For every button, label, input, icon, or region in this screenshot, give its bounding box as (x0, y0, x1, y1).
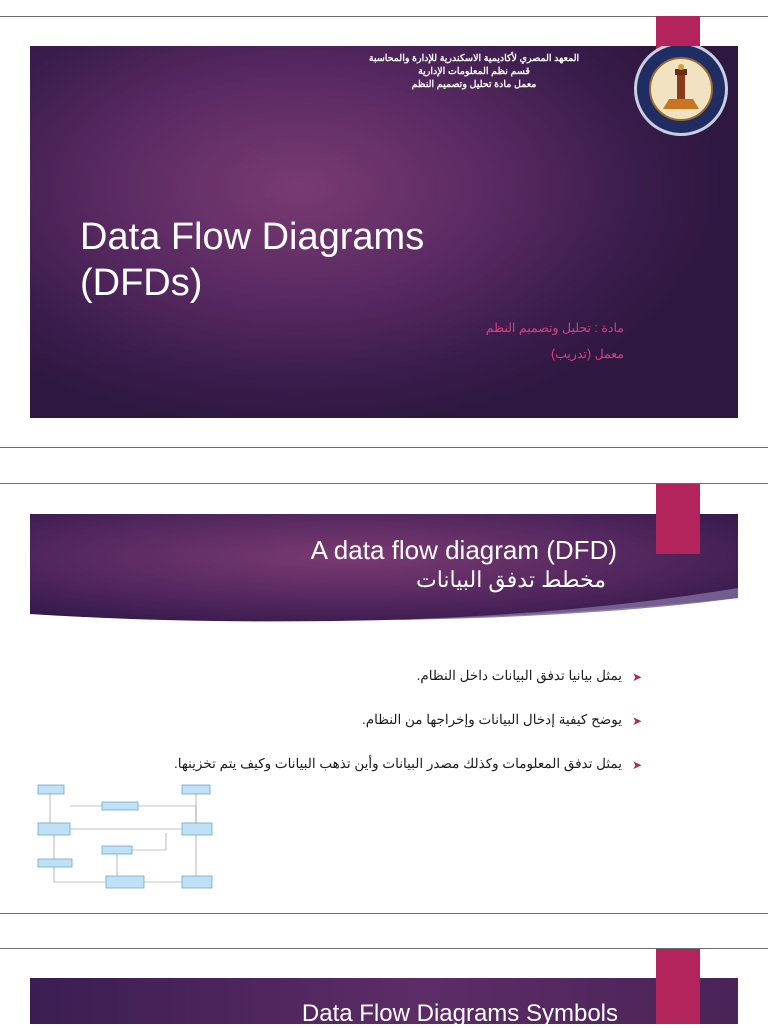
title-line: Data Flow Diagrams (80, 216, 425, 258)
title-slide (30, 46, 738, 418)
course-subtitle: مادة : تحليل وتصميم النظم (485, 321, 624, 335)
dfd-process-box (182, 876, 212, 888)
chevron-right-icon: ➤ (631, 758, 642, 772)
slide-title: Data Flow Diagrams Symbols (301, 1000, 618, 1027)
bullet-text: يمثل تدفق المعلومات وكذلك مصدر البيانات وأين تذهب البيانات وكيف يتم تخزينها. (174, 756, 622, 771)
bullet-text: يوضح كيفية إدخال البيانات وإخراجها من النظام. (361, 712, 622, 727)
dfd-process-box (182, 823, 212, 835)
dfd-example-diagram (36, 783, 214, 890)
dfd-store-box (102, 846, 132, 854)
slide-title-ar: مخطط تدفق البيانات (415, 567, 606, 592)
list-item (76, 666, 642, 710)
dfd-entity-box (38, 785, 64, 794)
title-line: (DFDs) (80, 262, 203, 304)
header-line: قسم نظم المعلومات الإدارية (418, 66, 530, 77)
dfd-store-box (38, 859, 72, 867)
dfd-entity-box (182, 785, 210, 794)
dfd-store-box (102, 802, 138, 810)
dfd-flow-line (138, 806, 196, 823)
slide-separator (0, 447, 768, 448)
slide-separator (0, 913, 768, 914)
header-line: المعهد المصري لأكاديمية الاسكندرية للإدارة والمحاسبة (368, 53, 580, 64)
accent-bar (656, 978, 700, 1024)
chevron-right-icon: ➤ (631, 670, 642, 684)
dfd-process-box (38, 823, 70, 835)
accent-bar (656, 16, 700, 47)
ministry-seal-logo (634, 46, 728, 136)
dfd-process-box (106, 876, 144, 888)
lighthouse-icon (649, 57, 713, 121)
title-banner (30, 514, 738, 626)
chevron-right-icon: ➤ (631, 714, 642, 728)
institution-header (324, 52, 624, 91)
lab-subtitle: معمل (تدريب) (550, 347, 624, 361)
dfd-flow-line (132, 833, 166, 850)
dfd-flow-line (54, 867, 106, 882)
slide-separator (0, 16, 768, 17)
accent-bar (656, 484, 700, 554)
bullet-text: يمثل بيانيا تدفق البيانات داخل النظام. (416, 668, 622, 683)
slide-title-en: A data flow diagram (DFD) (310, 535, 617, 565)
slide-title (80, 214, 424, 306)
bullet-list (76, 666, 642, 798)
list-item (76, 710, 642, 754)
slide-separator (0, 483, 768, 484)
slide-separator (0, 948, 768, 949)
header-line: معمل مادة تحليل وتصميم النظم (411, 79, 537, 90)
